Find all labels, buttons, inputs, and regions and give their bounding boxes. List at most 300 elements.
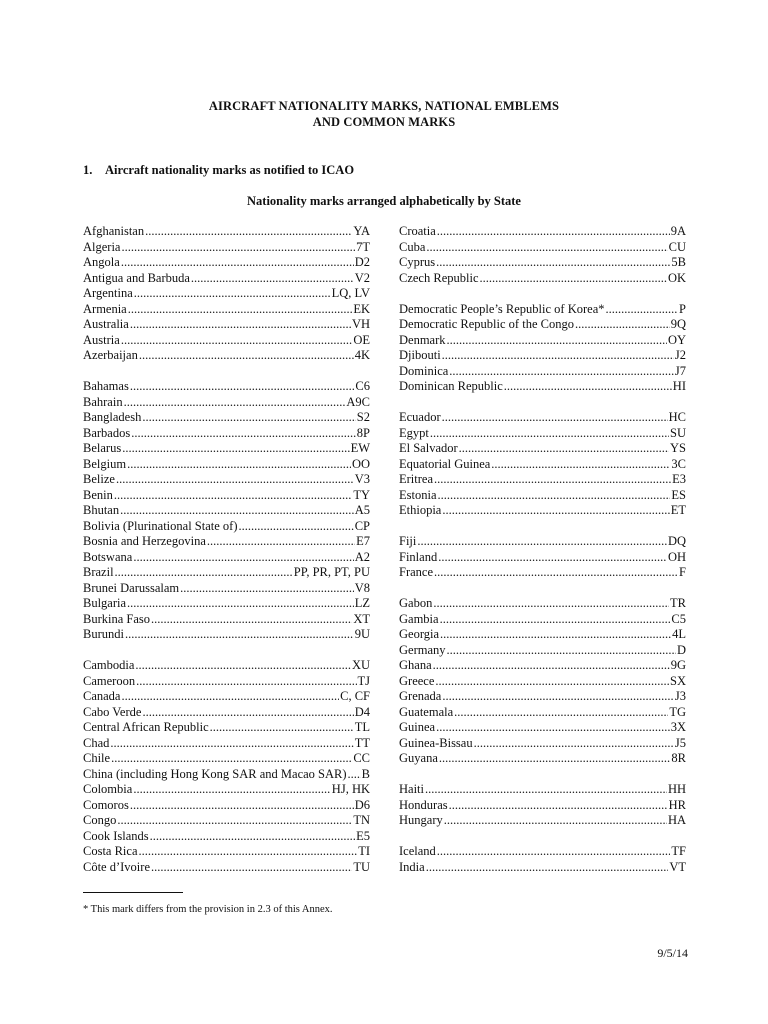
list-item <box>399 550 686 566</box>
dot-leader <box>425 782 667 798</box>
dot-leader <box>417 534 667 550</box>
nationality-mark: HA <box>667 813 686 827</box>
nationality-mark: HC <box>668 410 686 424</box>
nationality-mark: V3 <box>354 472 370 486</box>
state-name: Burundi <box>83 627 124 641</box>
list-item <box>399 813 686 829</box>
list-item <box>399 488 686 504</box>
nationality-mark: 5B <box>671 255 686 269</box>
dot-leader <box>434 565 678 581</box>
dot-leader <box>434 472 671 488</box>
nationality-mark: J2 <box>674 348 686 362</box>
state-name: Austria <box>83 332 120 347</box>
nationality-mark: D <box>676 642 686 657</box>
nationality-mark: XT <box>353 611 370 626</box>
list-item <box>399 798 686 814</box>
list-item <box>83 286 370 302</box>
nationality-mark: D6 <box>354 797 370 812</box>
left-column <box>83 224 370 875</box>
nationality-mark: P <box>679 301 686 316</box>
dot-leader <box>435 674 669 690</box>
dot-leader <box>504 379 672 395</box>
nationality-mark: A5 <box>354 503 370 517</box>
dot-leader <box>139 844 358 860</box>
list-item <box>399 565 686 581</box>
dot-leader <box>606 302 679 318</box>
state-name: Canada <box>83 689 121 703</box>
list-item <box>399 720 686 736</box>
list-item <box>83 813 370 829</box>
state-name: Brazil <box>83 565 114 579</box>
dot-leader <box>151 612 352 628</box>
nationality-mark: TN <box>353 813 370 827</box>
nationality-mark: SX <box>670 673 686 688</box>
nationality-mark: HJ, HK <box>331 782 370 796</box>
state-name: Grenada <box>399 689 442 703</box>
list-item <box>83 550 370 566</box>
nationality-mark: SU <box>670 425 686 440</box>
state-name: Antigua and Barbuda <box>83 270 190 285</box>
dot-leader <box>121 255 354 271</box>
list-item <box>399 457 686 473</box>
state-name: Comoros <box>83 797 129 812</box>
state-name: Burkina Faso <box>83 611 151 626</box>
list-item <box>399 503 686 519</box>
group-spacer <box>399 519 686 535</box>
list-item <box>83 751 370 767</box>
dot-leader <box>139 348 354 364</box>
state-name: Cook Islands <box>83 828 149 843</box>
dot-leader <box>436 255 670 271</box>
nationality-mark: E7 <box>356 534 370 548</box>
state-name: Georgia <box>399 627 440 641</box>
list-item <box>83 689 370 705</box>
title-line-1: AIRCRAFT NATIONALITY MARKS, NATIONAL EMBLEMS <box>208 99 560 113</box>
list-item <box>83 705 370 721</box>
state-name: Cuba <box>399 239 426 254</box>
dot-leader <box>135 658 351 674</box>
state-name: Benin <box>83 487 113 502</box>
state-name: Costa Rica <box>83 844 138 858</box>
dot-leader <box>114 488 352 504</box>
nationality-mark: PP, PR, PT, PU <box>293 565 370 579</box>
list-item <box>83 379 370 395</box>
dot-leader <box>433 658 670 674</box>
list-item <box>399 255 686 271</box>
dot-leader <box>125 627 354 643</box>
state-name: Central African Republic <box>83 720 209 734</box>
dot-leader <box>121 689 339 705</box>
list-item <box>399 472 686 488</box>
dot-leader <box>191 271 354 287</box>
nationality-mark: B <box>361 766 370 781</box>
list-item <box>83 333 370 349</box>
list-item <box>83 782 370 798</box>
nationality-mark: J5 <box>674 735 686 750</box>
state-name: Cyprus <box>399 255 436 269</box>
list-item <box>399 596 686 612</box>
state-name: Bahamas <box>83 379 129 393</box>
title-line-2: AND COMMON MARKS <box>312 115 456 129</box>
list-item <box>399 643 686 659</box>
nationality-mark: C6 <box>355 379 370 393</box>
list-item <box>83 519 370 535</box>
state-name: Cambodia <box>83 658 135 672</box>
nationality-mark: A9C <box>346 394 370 409</box>
nationality-mark: OO <box>351 456 370 471</box>
list-item <box>399 379 686 395</box>
nationality-mark: J7 <box>674 363 686 378</box>
nationality-mark: E5 <box>356 828 370 843</box>
list-item <box>83 596 370 612</box>
nationality-mark: LQ, LV <box>331 286 370 300</box>
dot-leader <box>115 565 293 581</box>
nationality-mark: OY <box>667 332 686 347</box>
nationality-mark: 9G <box>670 658 686 672</box>
state-name: Egypt <box>399 425 429 440</box>
dot-leader <box>145 224 352 240</box>
dot-leader <box>426 860 669 876</box>
list-item <box>399 627 686 643</box>
dot-leader <box>442 410 668 426</box>
state-name: Honduras <box>399 797 448 812</box>
dot-leader <box>474 736 674 752</box>
list-item <box>83 627 370 643</box>
list-item <box>83 240 370 256</box>
state-name: Australia <box>83 317 129 331</box>
dot-leader <box>110 736 353 752</box>
nationality-mark: EW <box>350 441 370 455</box>
list-item <box>399 410 686 426</box>
nationality-mark: YA <box>353 224 370 238</box>
list-item <box>399 224 686 240</box>
nationality-mark: S2 <box>356 410 370 424</box>
dot-leader <box>130 798 354 814</box>
list-item <box>83 720 370 736</box>
nationality-mark: A2 <box>354 549 370 564</box>
group-spacer <box>399 581 686 597</box>
list-item <box>399 658 686 674</box>
dot-leader <box>439 751 671 767</box>
dot-leader <box>447 643 676 659</box>
nationality-mark: C, CF <box>340 689 370 703</box>
nationality-mark: TR <box>670 596 686 610</box>
dot-leader <box>480 271 667 287</box>
list-item <box>83 317 370 333</box>
state-name: Armenia <box>83 301 127 316</box>
nationality-mark: LZ <box>354 596 370 610</box>
state-name: Belize <box>83 472 115 486</box>
list-item <box>83 767 370 783</box>
dot-leader <box>207 534 355 550</box>
nationality-mark: 9A <box>670 224 686 238</box>
list-item <box>399 441 686 457</box>
nationality-mark: TG <box>669 704 686 719</box>
nationality-mark: OH <box>667 549 686 564</box>
nationality-mark: CP <box>354 518 370 533</box>
state-name: Equatorial Guinea <box>399 456 491 471</box>
list-item <box>83 457 370 473</box>
nationality-mark: YS <box>670 441 686 455</box>
state-name: Barbados <box>83 425 131 440</box>
dot-leader <box>436 720 670 736</box>
nationality-mark: 9U <box>354 627 370 641</box>
nationality-mark: 3C <box>671 456 686 471</box>
list-item <box>83 612 370 628</box>
page-date: 9/5/14 <box>657 946 688 960</box>
dot-leader <box>454 705 668 721</box>
state-name: Botswana <box>83 549 133 564</box>
state-name: Guinea-Bissau <box>399 735 473 750</box>
nationality-mark: 4L <box>672 627 686 641</box>
state-name: Belgium <box>83 456 127 471</box>
list-item <box>83 472 370 488</box>
dot-leader <box>430 426 669 442</box>
state-name: France <box>399 565 434 579</box>
state-name: Eritrea <box>399 472 434 486</box>
section-title: Aircraft nationality marks as notified to ICAO <box>105 163 355 177</box>
list-item <box>399 782 686 798</box>
state-name: Dominica <box>399 363 449 378</box>
nationality-mark: TI <box>358 844 370 858</box>
dot-leader <box>442 503 669 519</box>
dot-leader <box>142 410 355 426</box>
nationality-mark: TY <box>353 487 370 502</box>
list-item <box>399 364 686 380</box>
nationality-mark: F <box>679 565 686 579</box>
nationality-mark: DQ <box>667 534 686 548</box>
state-name: Colombia <box>83 782 133 796</box>
group-spacer <box>83 643 370 659</box>
list-item <box>399 736 686 752</box>
nationality-mark: HR <box>668 797 686 812</box>
list-item <box>399 271 686 287</box>
state-name: India <box>399 859 425 874</box>
list-item <box>83 658 370 674</box>
dot-leader <box>151 860 352 876</box>
state-name: Cameroon <box>83 673 136 688</box>
nationality-mark: V8 <box>354 580 370 595</box>
state-name: Czech Republic <box>399 270 479 285</box>
nationality-mark: J3 <box>674 689 686 703</box>
state-name: Fiji <box>399 534 417 548</box>
dot-leader <box>121 240 355 256</box>
state-name: Iceland <box>399 844 436 858</box>
nationality-mark: OE <box>353 332 370 347</box>
dot-leader <box>131 426 356 442</box>
nationality-mark: CC <box>353 751 370 765</box>
nationality-mark: TL <box>354 720 370 734</box>
dot-leader <box>426 240 667 256</box>
list-item <box>83 844 370 860</box>
state-name: Ecuador <box>399 410 441 424</box>
dot-leader <box>133 550 353 566</box>
nationality-mark: VT <box>669 859 686 874</box>
state-name: Chile <box>83 751 111 765</box>
list-item <box>83 503 370 519</box>
state-name: Democratic Republic of the Congo <box>399 317 574 331</box>
dot-leader <box>444 813 667 829</box>
dot-leader <box>122 441 349 457</box>
group-spacer <box>399 395 686 411</box>
list-item <box>399 534 686 550</box>
state-name: Gabon <box>399 596 433 610</box>
nationality-mark: XU <box>351 658 370 672</box>
dot-leader <box>210 720 354 736</box>
list-item <box>399 426 686 442</box>
dot-leader <box>134 286 331 302</box>
state-name: Djibouti <box>399 348 441 362</box>
list-item <box>83 534 370 550</box>
nationality-mark: ES <box>671 487 686 502</box>
nationality-mark: HI <box>672 379 686 393</box>
nationality-mark: E3 <box>672 472 686 486</box>
state-name: Bangladesh <box>83 410 142 424</box>
state-name: Ethiopia <box>399 503 442 517</box>
dot-leader <box>437 844 671 860</box>
list-item <box>399 751 686 767</box>
state-name: Democratic People’s Republic of Korea* <box>399 301 605 316</box>
nationality-mark: TF <box>671 844 686 858</box>
nationality-mark: TJ <box>357 673 370 688</box>
list-item <box>83 565 370 581</box>
state-name: Bolivia (Plurinational State of) <box>83 518 238 533</box>
dot-leader <box>438 550 667 566</box>
dot-leader <box>127 596 354 612</box>
group-spacer <box>399 767 686 783</box>
dot-leader <box>437 224 670 240</box>
list-item <box>399 348 686 364</box>
dot-leader <box>442 689 674 705</box>
state-name: Cabo Verde <box>83 704 142 719</box>
dot-leader <box>128 302 353 318</box>
footnote-rule <box>83 892 183 893</box>
nationality-mark: 7T <box>356 239 370 254</box>
dot-leader <box>120 503 354 519</box>
nationality-mark: V2 <box>354 270 370 285</box>
state-name: Guyana <box>399 751 438 765</box>
dot-leader <box>136 674 356 690</box>
list-item <box>399 240 686 256</box>
dot-leader <box>142 705 353 721</box>
dot-leader <box>491 457 670 473</box>
list-item <box>399 317 686 333</box>
state-name: Argentina <box>83 286 133 300</box>
nationality-mark: TT <box>354 735 370 750</box>
dot-leader <box>575 317 670 333</box>
nationality-mark: HH <box>667 782 686 796</box>
state-name: Belarus <box>83 441 122 455</box>
dot-leader <box>348 767 361 783</box>
footnote: * This mark differs from the provision in 2.3 of this Annex. <box>83 904 333 915</box>
nationality-mark: OK <box>667 270 686 285</box>
list-item <box>399 860 686 876</box>
nationality-mark: 8P <box>356 425 370 440</box>
state-name: Afghanistan <box>83 224 145 238</box>
list-item <box>83 829 370 845</box>
nationality-mark: ET <box>670 503 686 517</box>
list-item <box>83 395 370 411</box>
dot-leader <box>180 581 354 597</box>
group-spacer <box>399 829 686 845</box>
state-name: Ghana <box>399 658 432 672</box>
state-name: Haiti <box>399 782 424 796</box>
dot-leader <box>133 782 330 798</box>
dot-leader <box>127 457 351 473</box>
state-name: Dominican Republic <box>399 379 503 393</box>
dot-leader <box>130 379 355 395</box>
nationality-mark: D2 <box>354 255 370 269</box>
nationality-mark: VH <box>351 317 370 331</box>
state-name: Estonia <box>399 487 437 502</box>
list-item <box>399 612 686 628</box>
section-heading <box>83 163 354 178</box>
dot-leader <box>438 488 671 504</box>
nationality-mark: EK <box>353 301 370 316</box>
state-name: Angola <box>83 255 120 269</box>
dot-leader <box>239 519 354 535</box>
list-item <box>83 426 370 442</box>
section-number: 1. <box>83 163 93 177</box>
list-item <box>83 860 370 876</box>
state-name: El Salvador <box>399 441 458 455</box>
list-item <box>83 302 370 318</box>
dot-leader <box>150 829 355 845</box>
list-item <box>399 844 686 860</box>
state-name: Guatemala <box>399 704 454 719</box>
state-name: Hungary <box>399 813 443 827</box>
state-name: Germany <box>399 642 446 657</box>
list-item <box>83 581 370 597</box>
dot-leader <box>449 364 674 380</box>
dot-leader <box>449 798 668 814</box>
list-item <box>83 441 370 457</box>
state-name: Chad <box>83 735 110 750</box>
state-name: China (including Hong Kong SAR and Macao SAR) <box>83 766 347 781</box>
nationality-mark: 3X <box>670 720 686 734</box>
group-spacer <box>399 286 686 302</box>
state-name: Guinea <box>399 720 436 734</box>
group-spacer <box>83 364 370 380</box>
list-item <box>399 674 686 690</box>
dot-leader <box>124 395 346 411</box>
nationality-mark: 4K <box>354 348 370 362</box>
state-name: Bosnia and Herzegovina <box>83 534 206 548</box>
state-name: Azerbaijan <box>83 348 138 362</box>
nationality-mark: 9Q <box>670 317 686 331</box>
list-item <box>399 689 686 705</box>
state-name: Finland <box>399 549 438 564</box>
list-item <box>399 705 686 721</box>
list-item <box>399 302 686 318</box>
dot-leader <box>111 751 352 767</box>
list-item <box>83 736 370 752</box>
state-name: Bulgaria <box>83 596 127 610</box>
dot-leader <box>447 333 667 349</box>
list-item <box>83 271 370 287</box>
list-item <box>83 488 370 504</box>
list-item <box>83 798 370 814</box>
list-item <box>399 333 686 349</box>
dot-leader <box>117 813 352 829</box>
state-name: Algeria <box>83 239 121 254</box>
list-item <box>83 674 370 690</box>
nationality-mark: CU <box>668 239 686 254</box>
dot-leader <box>433 596 669 612</box>
nationality-mark: TU <box>353 859 370 874</box>
nationality-mark: 8R <box>671 751 686 765</box>
state-name: Croatia <box>399 224 436 238</box>
